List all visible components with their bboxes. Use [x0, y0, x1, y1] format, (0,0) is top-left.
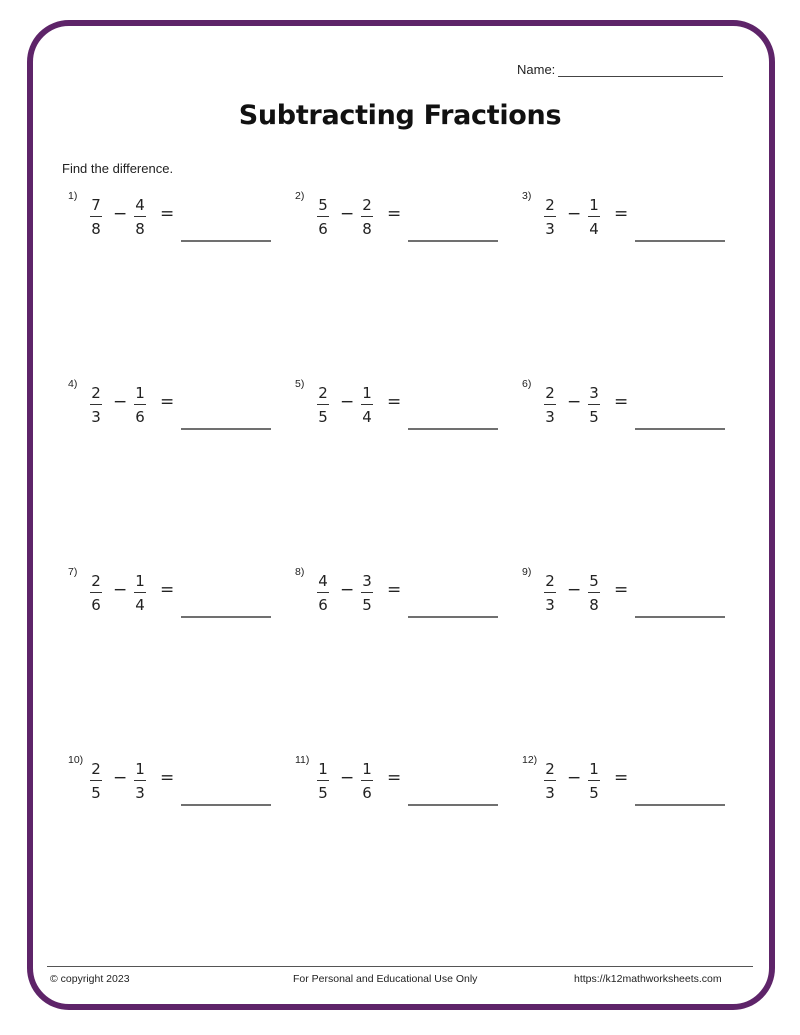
fraction-b: [587, 762, 601, 801]
answer-blank[interactable]: [408, 240, 498, 242]
problem-11: [295, 754, 520, 814]
fraction-a: [316, 762, 330, 801]
name-label: Name:: [517, 62, 556, 77]
problem-9: [522, 566, 747, 626]
footer-divider: [47, 966, 753, 967]
numerator: 7: [91, 196, 101, 214]
numerator: 1: [135, 384, 145, 402]
equals-sign: =: [387, 392, 402, 412]
name-blank[interactable]: [558, 62, 723, 77]
numerator: 5: [318, 196, 328, 214]
denominator: 4: [362, 408, 372, 427]
equals-sign: =: [614, 768, 629, 788]
numerator: 2: [545, 196, 555, 214]
page-title: Subtracting Fractions: [238, 100, 562, 131]
numerator: 4: [135, 196, 145, 214]
minus-sign: −: [567, 204, 582, 224]
denominator: 3: [135, 784, 145, 803]
problem-2: [295, 190, 520, 250]
denominator: 5: [589, 784, 599, 803]
problem-number: 12): [522, 754, 538, 766]
fraction-b: [133, 198, 147, 237]
denominator: 6: [318, 220, 328, 239]
answer-blank[interactable]: [181, 240, 271, 242]
denominator: 6: [362, 784, 372, 803]
equals-sign: =: [387, 580, 402, 600]
fraction-a: [543, 574, 557, 613]
numerator: 2: [91, 572, 101, 590]
problem-3: [522, 190, 747, 250]
denominator: 8: [589, 596, 599, 615]
numerator: 2: [318, 384, 328, 402]
numerator: 1: [362, 760, 372, 778]
fraction-a: [543, 762, 557, 801]
problem-7: [68, 566, 293, 626]
denominator: 3: [545, 784, 555, 803]
minus-sign: −: [340, 580, 355, 600]
numerator: 1: [318, 760, 328, 778]
fraction-b: [133, 762, 147, 801]
fraction-b: [587, 386, 601, 425]
denominator: 3: [91, 408, 101, 427]
problem-12: [522, 754, 747, 814]
equals-sign: =: [614, 580, 629, 600]
fraction-a: [316, 574, 330, 613]
equals-sign: =: [160, 392, 175, 412]
fraction-b: [133, 386, 147, 425]
problem-number: 1): [68, 190, 78, 202]
numerator: 1: [362, 384, 372, 402]
fraction-a: [89, 386, 103, 425]
name-field: [517, 62, 723, 77]
minus-sign: −: [340, 204, 355, 224]
denominator: 5: [91, 784, 101, 803]
fraction-b: [587, 574, 601, 613]
answer-blank[interactable]: [635, 616, 725, 618]
numerator: 2: [545, 572, 555, 590]
problem-number: 7): [68, 566, 78, 578]
fraction-a: [316, 198, 330, 237]
minus-sign: −: [567, 392, 582, 412]
answer-blank[interactable]: [408, 804, 498, 806]
minus-sign: −: [113, 768, 128, 788]
equals-sign: =: [160, 204, 175, 224]
equals-sign: =: [614, 204, 629, 224]
numerator: 1: [135, 760, 145, 778]
denominator: 8: [362, 220, 372, 239]
denominator: 4: [589, 220, 599, 239]
footer-copyright: © copyright 2023: [50, 973, 130, 985]
equals-sign: =: [387, 204, 402, 224]
answer-blank[interactable]: [181, 428, 271, 430]
problem-5: [295, 378, 520, 438]
fraction-b: [587, 198, 601, 237]
problem-number: 5): [295, 378, 305, 390]
problem-number: 10): [68, 754, 84, 766]
fraction-a: [543, 386, 557, 425]
denominator: 4: [135, 596, 145, 615]
denominator: 8: [91, 220, 101, 239]
denominator: 5: [589, 408, 599, 427]
problem-4: [68, 378, 293, 438]
equals-sign: =: [160, 580, 175, 600]
problem-8: [295, 566, 520, 626]
numerator: 1: [589, 196, 599, 214]
numerator: 5: [589, 572, 599, 590]
answer-blank[interactable]: [408, 616, 498, 618]
fraction-b: [360, 762, 374, 801]
denominator: 5: [318, 784, 328, 803]
problem-6: [522, 378, 747, 438]
fraction-b: [360, 386, 374, 425]
problem-number: 11): [295, 754, 310, 766]
footer-url[interactable]: https://k12mathworksheets.com: [574, 973, 722, 985]
equals-sign: =: [160, 768, 175, 788]
answer-blank[interactable]: [181, 804, 271, 806]
minus-sign: −: [113, 392, 128, 412]
minus-sign: −: [113, 204, 128, 224]
numerator: 2: [362, 196, 372, 214]
instructions: Find the difference.: [62, 161, 174, 176]
problem-number: 9): [522, 566, 532, 578]
minus-sign: −: [340, 768, 355, 788]
problem-number: 3): [522, 190, 532, 202]
problem-10: [68, 754, 293, 814]
numerator: 4: [318, 572, 328, 590]
numerator: 2: [545, 384, 555, 402]
problem-number: 4): [68, 378, 78, 390]
problem-number: 6): [522, 378, 532, 390]
denominator: 6: [91, 596, 101, 615]
minus-sign: −: [567, 580, 582, 600]
fraction-a: [543, 198, 557, 237]
answer-blank[interactable]: [408, 428, 498, 430]
fraction-b: [360, 574, 374, 613]
answer-blank[interactable]: [635, 240, 725, 242]
problem-number: 8): [295, 566, 305, 578]
denominator: 8: [135, 220, 145, 239]
fraction-a: [89, 574, 103, 613]
equals-sign: =: [387, 768, 402, 788]
fraction-a: [89, 762, 103, 801]
numerator: 3: [589, 384, 599, 402]
denominator: 5: [362, 596, 372, 615]
minus-sign: −: [113, 580, 128, 600]
denominator: 3: [545, 408, 555, 427]
numerator: 2: [545, 760, 555, 778]
fraction-b: [133, 574, 147, 613]
denominator: 6: [318, 596, 328, 615]
fraction-b: [360, 198, 374, 237]
answer-blank[interactable]: [635, 804, 725, 806]
minus-sign: −: [567, 768, 582, 788]
denominator: 5: [318, 408, 328, 427]
numerator: 1: [135, 572, 145, 590]
footer-usage: For Personal and Educational Use Only: [293, 973, 478, 985]
answer-blank[interactable]: [181, 616, 271, 618]
problem-1: [68, 190, 293, 250]
fraction-a: [316, 386, 330, 425]
minus-sign: −: [340, 392, 355, 412]
equals-sign: =: [614, 392, 629, 412]
denominator: 3: [545, 220, 555, 239]
answer-blank[interactable]: [635, 428, 725, 430]
problem-number: 2): [295, 190, 305, 202]
numerator: 2: [91, 760, 101, 778]
denominator: 6: [135, 408, 145, 427]
numerator: 2: [91, 384, 101, 402]
numerator: 3: [362, 572, 372, 590]
numerator: 1: [589, 760, 599, 778]
denominator: 3: [545, 596, 555, 615]
fraction-a: [89, 198, 103, 237]
